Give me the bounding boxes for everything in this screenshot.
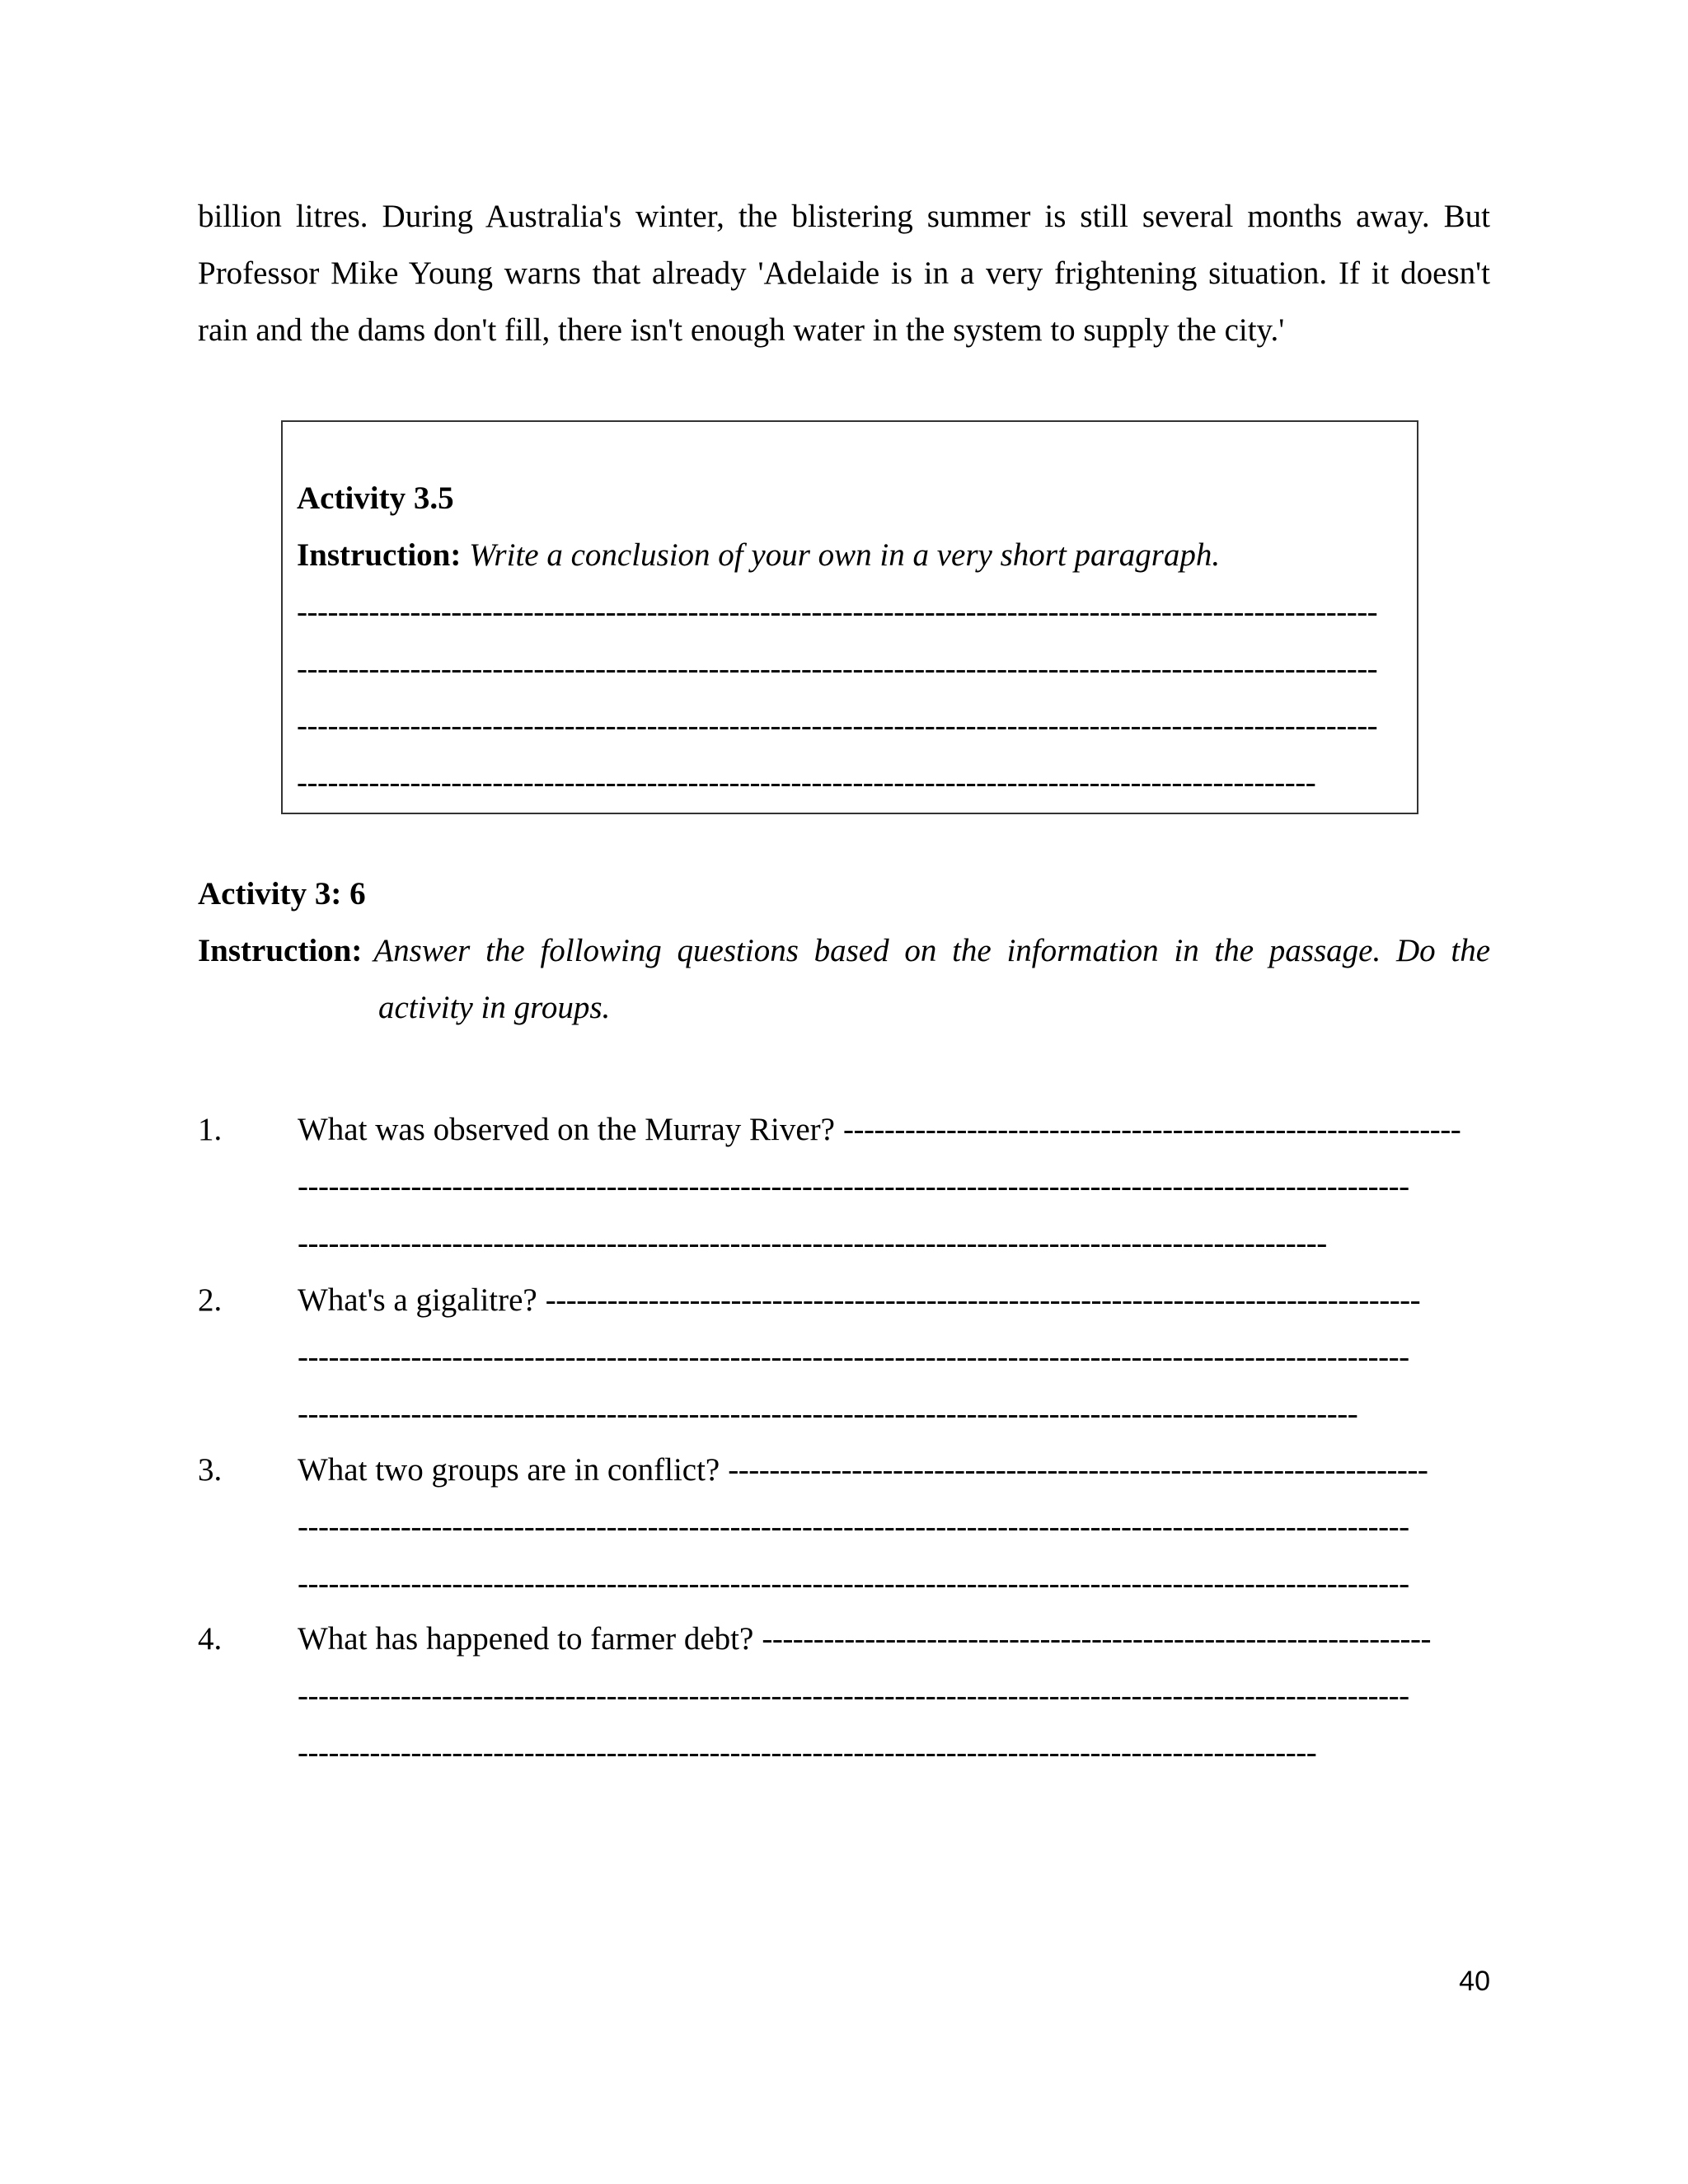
question-text: What was observed on the Murray River? <box>298 1112 835 1147</box>
instruction-text: Write a conclusion of your own in a very short paragraph. <box>469 537 1221 573</box>
question-text: What has happened to farmer debt? <box>298 1621 754 1657</box>
answer-line[interactable]: ------------------------------------------------------------------------------------------------------------ <box>298 1678 1409 1713</box>
question-4 <box>198 1610 1490 1781</box>
instruction-label: Instruction: <box>297 537 462 573</box>
answer-line[interactable]: --------------------------------------------------------------------------------------------------- <box>298 1735 1317 1770</box>
question-text: What two groups are in conflict? <box>298 1452 720 1488</box>
activity-3-6-instruction <box>198 922 1490 979</box>
question-number: 3. <box>198 1452 223 1488</box>
question-1 <box>198 1101 1490 1272</box>
question-text: What's a gigalitre? <box>298 1282 537 1318</box>
answer-line[interactable]: -------------------------------------------------------------------- <box>728 1452 1428 1488</box>
question-number: 2. <box>198 1282 223 1318</box>
answer-line[interactable]: ----------------------------------------------------------------- <box>762 1621 1432 1657</box>
page-number: 40 <box>1459 1966 1490 1997</box>
passage-line: Professor Mike Young warns that already 'Adelaide is in a very frightening situation. If it doesn't <box>198 255 1490 291</box>
instruction-label: Instruction: <box>198 933 363 968</box>
answer-line[interactable]: ------------------------------------------------------------------------------------------------------------ <box>298 1509 1409 1544</box>
instruction-text: Answer the following questions based on the information in the passage. Do the <box>373 933 1490 968</box>
answer-line[interactable]: ------------------------------------------------------------------------------------------------------------ <box>298 1169 1409 1204</box>
activity-3-5-box <box>281 420 1418 814</box>
answer-line[interactable]: ------------------------------------------------------------------------------------------------------------ <box>298 1566 1409 1601</box>
answer-line[interactable]: --------------------------------------------------------------------------------------------------------- <box>297 594 1378 630</box>
question-number: 1. <box>198 1112 223 1147</box>
question-3 <box>198 1441 1490 1612</box>
question-number: 4. <box>198 1621 223 1657</box>
answer-line[interactable]: --------------------------------------------------------------------------------------------------- <box>297 765 1316 800</box>
instruction-text-continued: activity in groups. <box>378 990 611 1025</box>
passage-line: rain and the dams don't fill, there isn't enough water in the system to supply the city.' <box>198 312 1285 348</box>
question-2 <box>198 1272 1490 1442</box>
answer-line[interactable]: --------------------------------------------------------------------------------------------------------- <box>297 651 1378 687</box>
answer-line[interactable]: ------------------------------------------------------------------------------------------------------- <box>298 1396 1358 1432</box>
answer-line[interactable]: ------------------------------------------------------------ <box>842 1112 1461 1147</box>
answer-line[interactable]: ------------------------------------------------------------------------------------------------------------ <box>298 1339 1409 1375</box>
answer-line[interactable]: ------------------------------------------------------------------------------------- <box>545 1282 1421 1318</box>
answer-line[interactable]: ---------------------------------------------------------------------------------------------------- <box>298 1226 1327 1261</box>
answer-line[interactable]: --------------------------------------------------------------------------------------------------------- <box>297 708 1378 743</box>
activity-3-6-header <box>198 865 1490 1036</box>
activity-3-6-title: Activity 3: 6 <box>198 876 366 912</box>
activity-3-5-title: Activity 3.5 <box>297 480 454 516</box>
passage-line: billion litres. During Australia's winter, the blistering summer is still several months away. But <box>198 199 1490 234</box>
activity-3-5-instruction <box>297 527 1403 583</box>
